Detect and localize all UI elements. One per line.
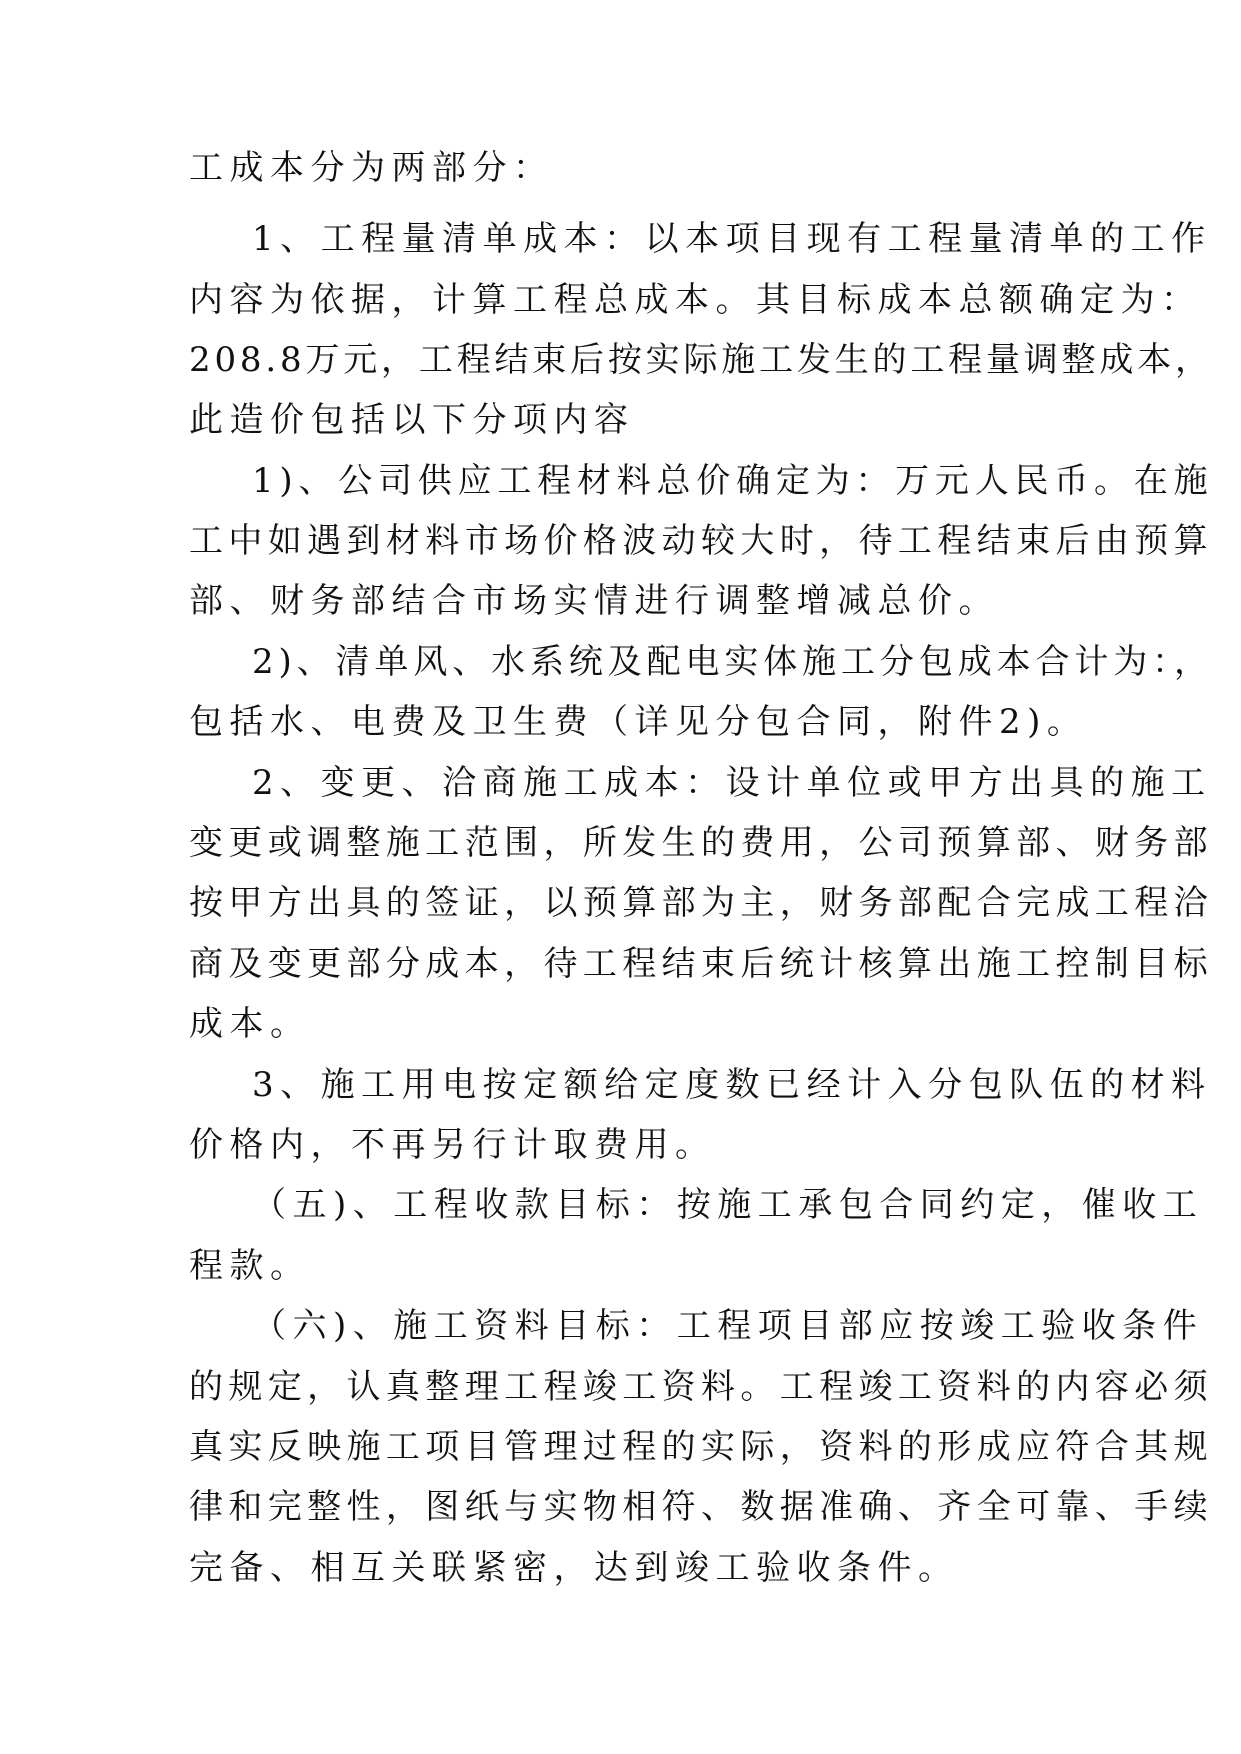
text-line: 208.8万元，工程结束后按实际施工发生的工程量调整成本， <box>189 340 1213 380</box>
text-line: 完备、相互关联紧密，达到竣工验收条件。 <box>189 1548 959 1588</box>
text-line: 工成本分为两部分： <box>189 148 554 188</box>
text-line: （六)、施工资料目标：工程项目部应按竣工验收条件 <box>252 1306 1204 1346</box>
text-line: 1)、公司供应工程材料总价确定为：万元人民币。在施 <box>252 461 1214 501</box>
text-line: 2、变更、洽商施工成本：设计单位或甲方出具的施工 <box>252 763 1212 803</box>
text-line: 工中如遇到材料市场价格波动较大时，待工程结束后由预算 <box>189 521 1213 561</box>
text-line: 3、施工用电按定额给定度数已经计入分包队伍的材料 <box>252 1065 1212 1105</box>
text-line: 的规定，认真整理工程竣工资料。工程竣工资料的内容必须 <box>189 1367 1213 1407</box>
text-line: 内容为依据，计算工程总成本。其目标成本总额确定为： <box>189 280 1202 320</box>
text-line: 包括水、电费及卫生费（详见分包合同，附件2)。 <box>189 702 1088 742</box>
text-line: 真实反映施工项目管理过程的实际，资料的形成应符合其规 <box>189 1427 1213 1467</box>
text-line: 部、财务部结合市场实情进行调整增减总价。 <box>189 581 999 621</box>
text-line: 按甲方出具的签证，以预算部为主，财务部配合完成工程洽 <box>189 883 1213 923</box>
text-line: 2)、清单风、水系统及配电实体施工分包成本合计为：， <box>252 642 1213 682</box>
text-line: （五)、工程收款目标：按施工承包合同约定，催收工 <box>252 1185 1204 1225</box>
text-line: 1、工程量清单成本：以本项目现有工程量清单的工作 <box>252 219 1212 259</box>
text-line: 此造价包括以下分项内容 <box>189 400 635 440</box>
text-line: 程款。 <box>189 1246 311 1286</box>
text-line: 商及变更部分成本，待工程结束后统计核算出施工控制目标 <box>189 944 1213 984</box>
text-line: 律和完整性，图纸与实物相符、数据准确、齐全可靠、手续 <box>189 1487 1213 1527</box>
text-line: 价格内，不再另行计取费用。 <box>189 1125 716 1165</box>
text-line: 变更或调整施工范围，所发生的费用，公司预算部、财务部 <box>189 823 1213 863</box>
text-line: 成本。 <box>189 1004 311 1044</box>
